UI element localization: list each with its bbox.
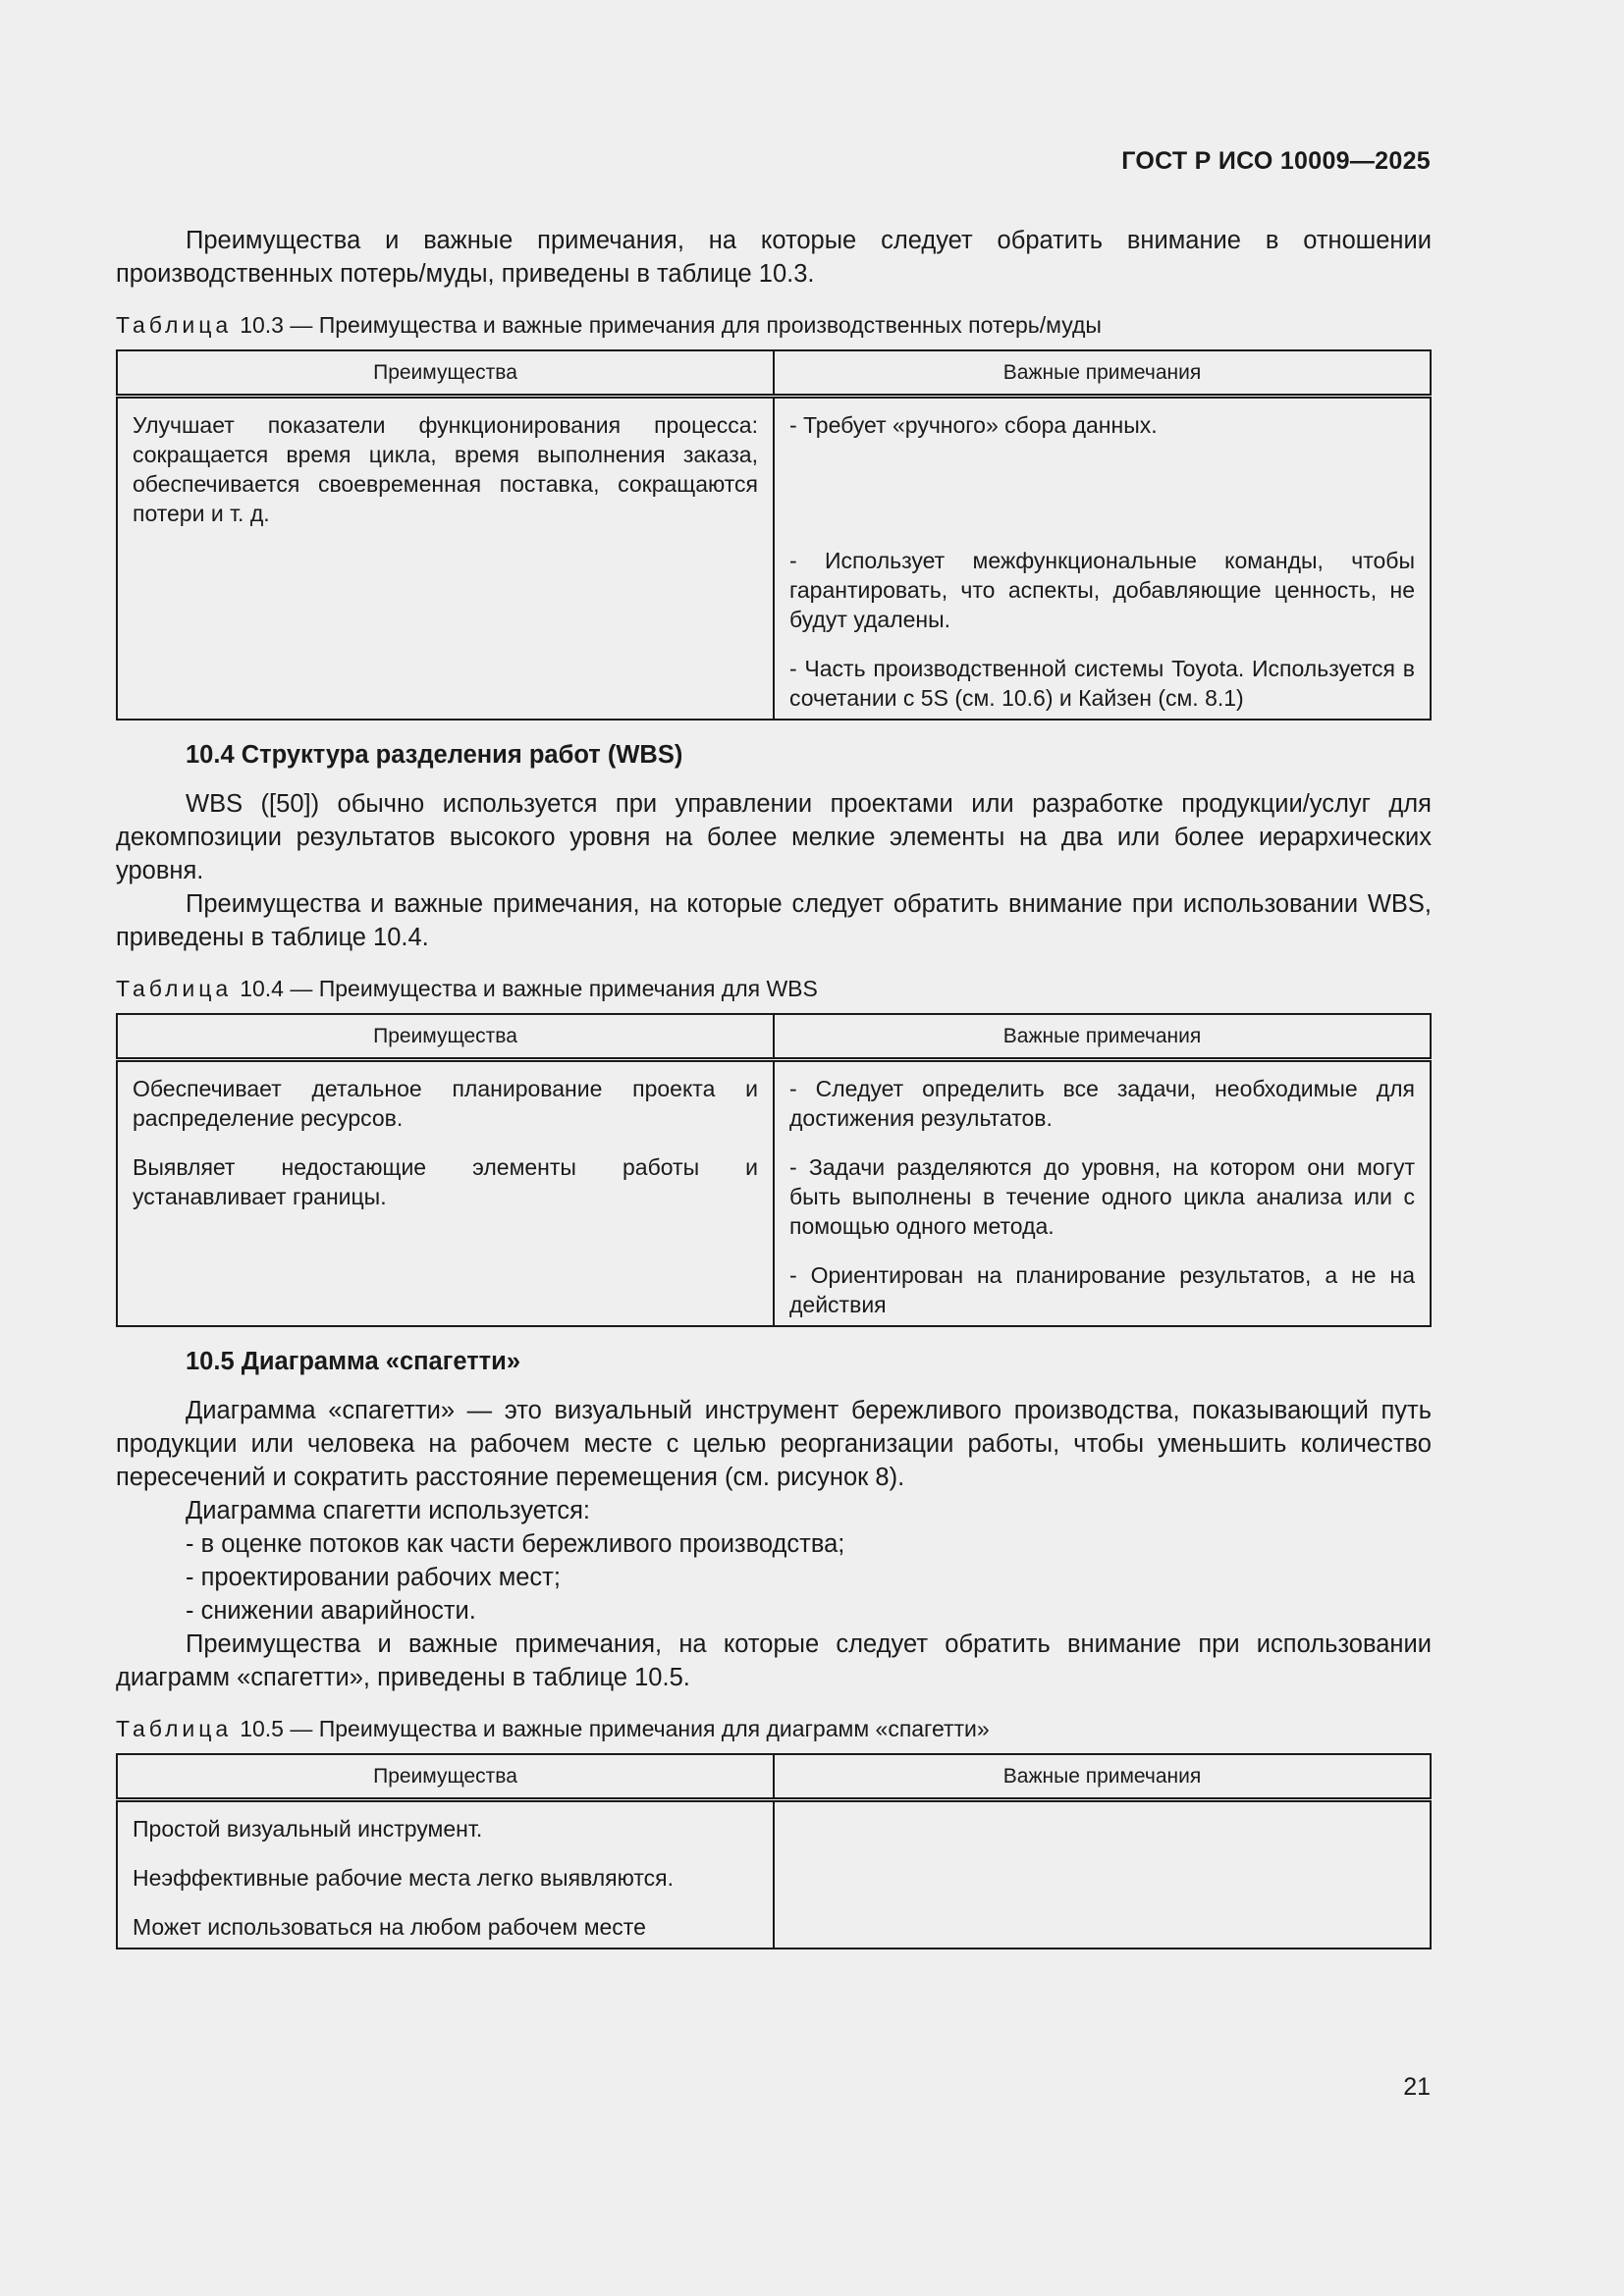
table-10-5-caption xyxy=(116,1714,1432,1743)
table-label: Таблица xyxy=(116,1716,233,1741)
intro-paragraph: Преимущества и важные примечания, на которые следует обратить внимание в отношении производственных потерь/муды, приведены в таблице 10.3. xyxy=(116,227,1432,288)
advantages-cell xyxy=(117,1800,774,1949)
note-item: - Задачи разделяются до уровня, на котором они могут быть выполнены в течение одного цикла анализа или с помощью одного метода. xyxy=(789,1154,1415,1239)
table-label: Таблица xyxy=(116,312,233,338)
section-10-5-paragraph: Диаграмма спагетти используется: xyxy=(186,1497,591,1524)
section-10-4-paragraph: Преимущества и важные примечания, на которые следует обратить внимание при использовании WBS, приведены в таблице 10.4. xyxy=(116,890,1432,951)
table-row xyxy=(117,1060,1431,1327)
advantage-item: Неэффективные рабочие места легко выявляются. xyxy=(133,1865,674,1891)
table-caption-text: 10.5 — Преимущества и важные примечания для диаграмм «спагетти» xyxy=(240,1716,990,1741)
advantages-cell xyxy=(117,397,774,721)
column-header-advantages: Преимущества xyxy=(117,1014,774,1060)
table-label: Таблица xyxy=(116,976,233,1001)
section-10-5-paragraph: Диаграмма «спагетти» — это визуальный инструмент бережливого производства, показывающий путь продукции или человека на рабочем месте с целью реорганизации работы, чтобы уменьшить количество пересечений и сократить расстояние перемещения (см. рисунок 8). xyxy=(116,1397,1432,1491)
notes-cell xyxy=(774,1060,1431,1327)
note-item: - Часть производственной системы Toyota. Используется в сочетании с 5S (см. 10.6) и Кайзен (см. 8.1) xyxy=(789,656,1415,711)
section-heading-10-4: 10.4 Структура разделения работ (WBS) xyxy=(186,741,683,769)
table-10-3-caption xyxy=(116,310,1432,340)
table-row xyxy=(117,397,1431,721)
advantage-item: Улучшает показатели функционирования процесса: сокращается время цикла, время выполнения заказа, обеспечивается своевременная поставка, сокращаются потери и т. д. xyxy=(133,412,758,526)
column-header-advantages: Преимущества xyxy=(117,1754,774,1800)
section-10-5-paragraph: Преимущества и важные примечания, на которые следует обратить внимание при использовании диаграмм «спагетти», приведены в таблице 10.5. xyxy=(116,1630,1432,1691)
advantage-item: Обеспечивает детальное планирование проекта и распределение ресурсов. xyxy=(133,1076,758,1131)
note-item: - Ориентирован на планирование результатов, а не на действия xyxy=(789,1262,1415,1317)
list-item: - проектировании рабочих мест; xyxy=(186,1564,561,1591)
table-caption-text: 10.3 — Преимущества и важные примечания для производственных потерь/муды xyxy=(240,312,1102,338)
table-caption-text: 10.4 — Преимущества и важные примечания для WBS xyxy=(240,976,818,1001)
advantage-item: Простой визуальный инструмент. xyxy=(133,1816,483,1842)
table-header-row xyxy=(117,1014,1431,1060)
table-10-4 xyxy=(116,1013,1432,1327)
column-header-notes: Важные примечания xyxy=(774,1014,1431,1060)
note-item: - Использует межфункциональные команды, чтобы гарантировать, что аспекты, добавляющие ценность, не будут удалены. xyxy=(789,548,1415,632)
column-header-advantages: Преимущества xyxy=(117,350,774,397)
table-10-5 xyxy=(116,1753,1432,1949)
note-item: - Требует «ручного» сбора данных. xyxy=(789,412,1158,438)
section-heading-10-5: 10.5 Диаграмма «спагетти» xyxy=(186,1348,521,1375)
note-item: - Следует определить все задачи, необходимые для достижения результатов. xyxy=(789,1076,1415,1131)
table-header-row xyxy=(117,1754,1431,1800)
advantage-item: Может использоваться на любом рабочем месте xyxy=(133,1914,646,1940)
column-header-notes: Важные примечания xyxy=(774,1754,1431,1800)
notes-cell xyxy=(774,1800,1431,1949)
list-item: - в оценке потоков как части бережливого производства; xyxy=(186,1530,845,1558)
table-row xyxy=(117,1800,1431,1949)
advantages-cell xyxy=(117,1060,774,1327)
notes-cell xyxy=(774,397,1431,721)
document-code: ГОСТ Р ИСО 10009—2025 xyxy=(1121,147,1431,175)
page-number: 21 xyxy=(1403,2073,1431,2101)
table-10-3 xyxy=(116,349,1432,721)
list-item: - снижении аварийности. xyxy=(186,1597,476,1625)
section-10-4-paragraph: WBS ([50]) обычно используется при управлении проектами или разработке продукции/услуг для декомпозиции результатов высокого уровня на более мелкие элементы на два или более иерархических уровня. xyxy=(116,790,1432,884)
table-10-4-caption xyxy=(116,974,1432,1003)
table-header-row xyxy=(117,350,1431,397)
page-content xyxy=(116,224,1432,1949)
advantage-item: Выявляет недостающие элементы работы и устанавливает границы. xyxy=(133,1154,758,1209)
column-header-notes: Важные примечания xyxy=(774,350,1431,397)
